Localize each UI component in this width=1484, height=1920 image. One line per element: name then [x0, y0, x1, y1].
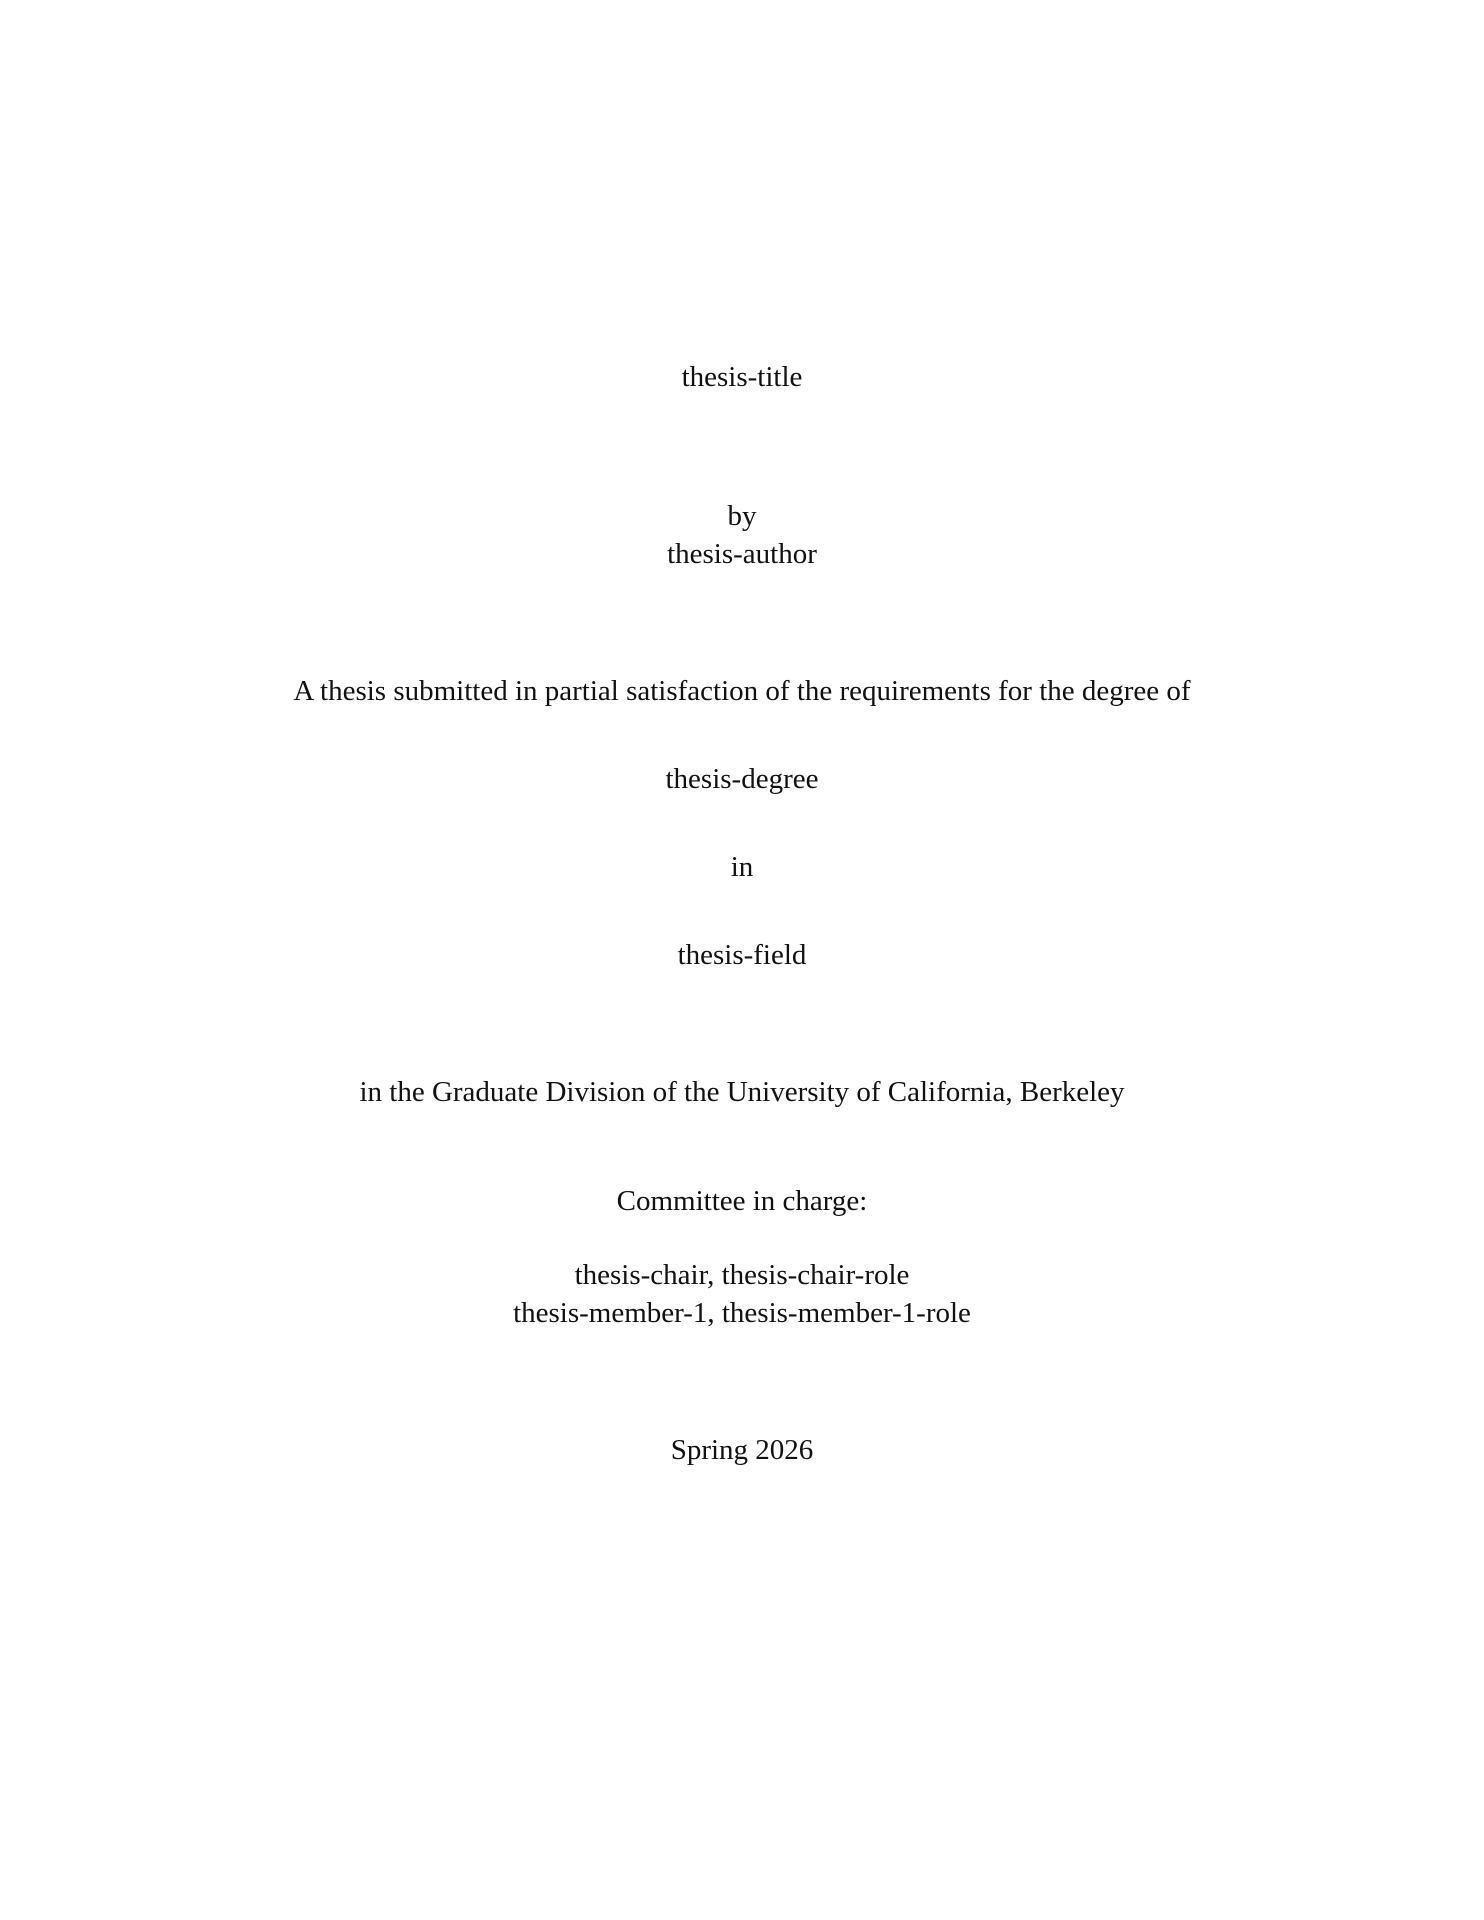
committee-member-1: thesis-member-1, thesis-member-1-role [513, 1297, 971, 1329]
division-statement: in the Graduate Division of the University of California, Berkeley [359, 1076, 1125, 1108]
committee-member-chair: thesis-chair, thesis-chair-role [574, 1259, 910, 1291]
thesis-title: thesis-title [681, 361, 803, 393]
by-label: by [727, 500, 757, 532]
submission-statement: A thesis submitted in partial satisfaction of the requirements for the degree of [293, 675, 1191, 707]
thesis-degree: thesis-degree [665, 763, 819, 795]
thesis-date: Spring 2026 [670, 1434, 814, 1466]
committee-heading: Committee in charge: [616, 1185, 868, 1217]
thesis-author: thesis-author [667, 538, 817, 570]
in-label: in [730, 851, 754, 883]
thesis-field: thesis-field [677, 939, 807, 971]
